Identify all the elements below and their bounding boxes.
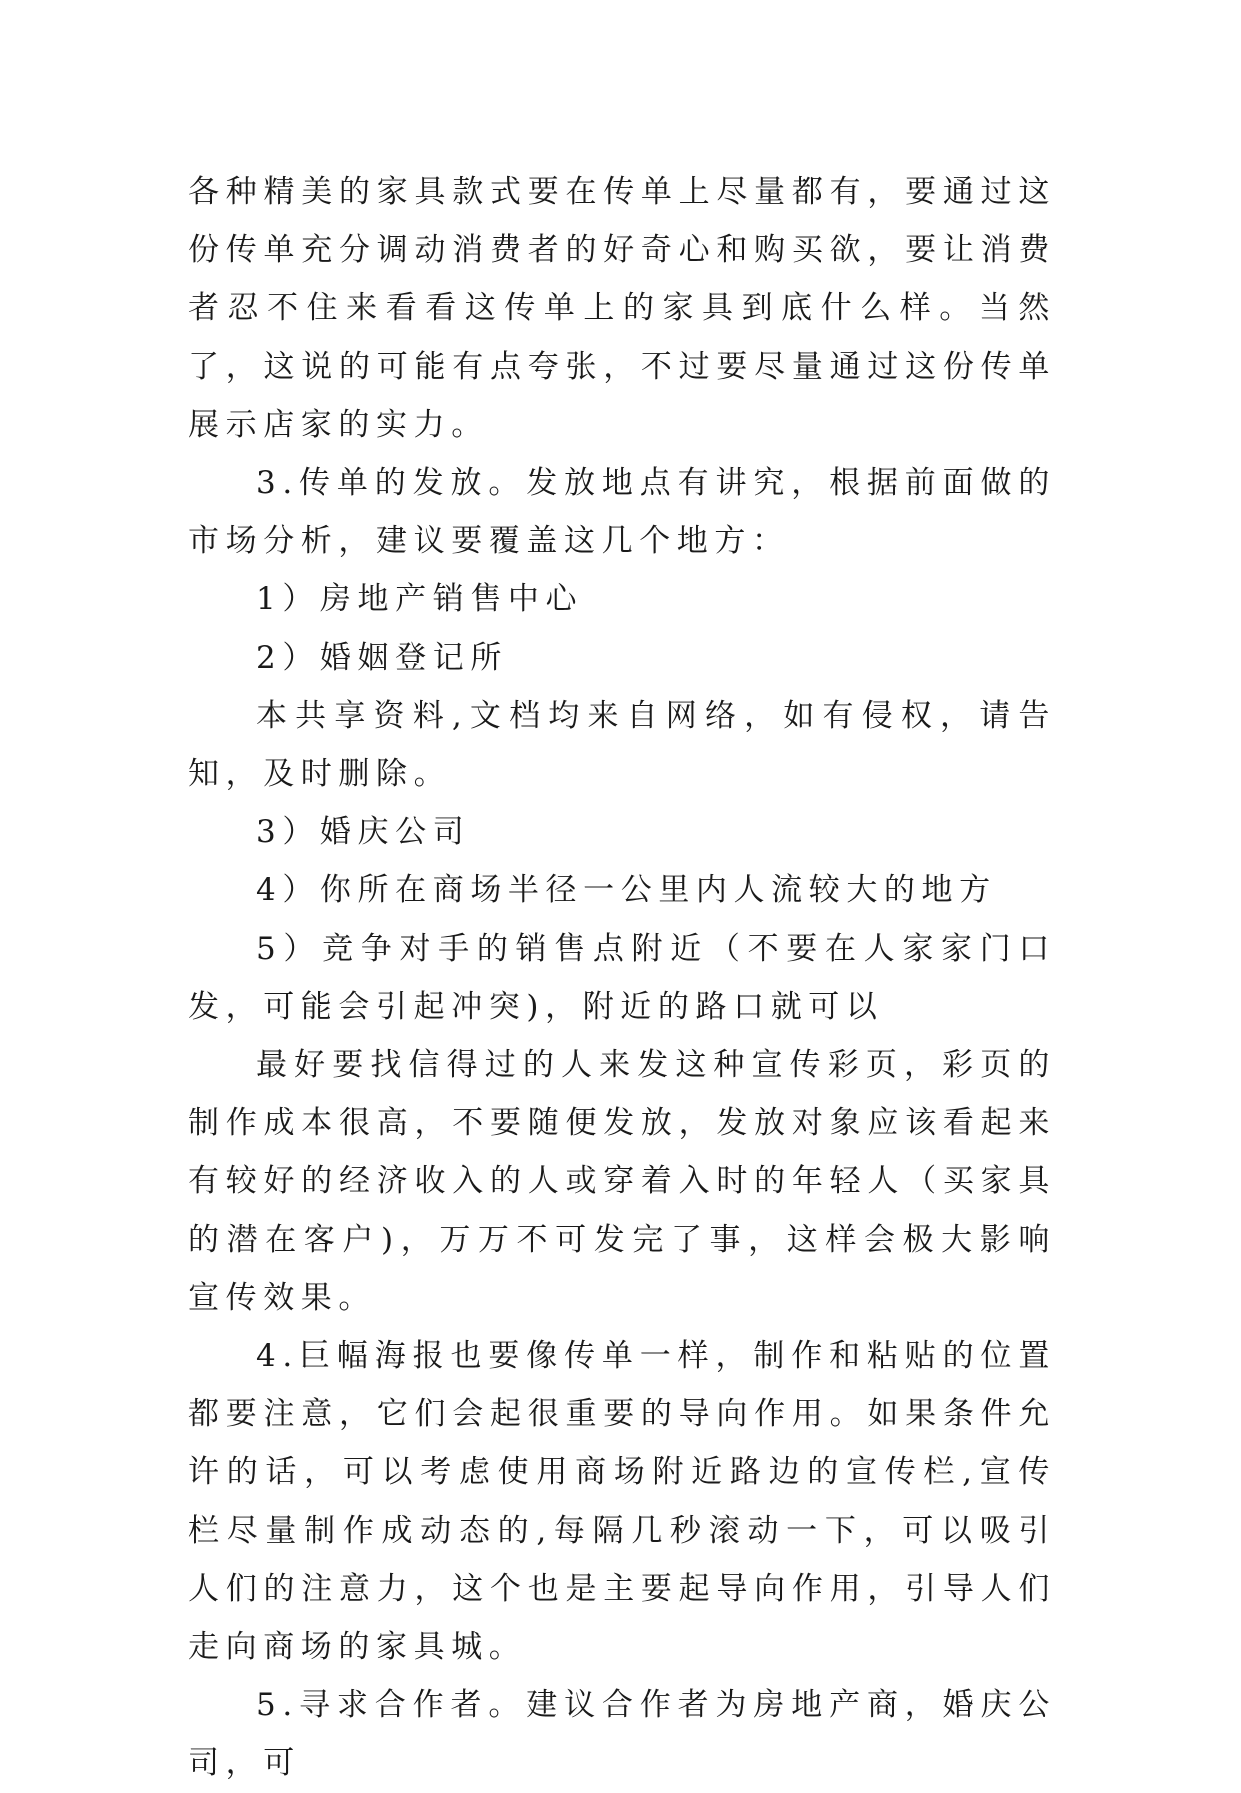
list-item-real-estate-center: 1）房地产销售中心 bbox=[256, 581, 584, 618]
paragraph-copyright-notice: 本共享资料,文档均来自网络，如有侵权，请告知，及时删除。 bbox=[188, 697, 1056, 793]
list-item-competitor-vicinity: 5）竞争对手的销售点附近（不要在人家家门口发，可能会引起冲突)，附近的路口就可以 bbox=[188, 930, 1056, 1025]
paragraph-flyer-distribution: 3.传单的发放。发放地点有讲究，根据前面做的市场分析，建议要覆盖这几个地方： bbox=[188, 465, 1056, 560]
paragraph-partners: 5.寻求合作者。建议合作者为房地产商，婚庆公司，可 bbox=[188, 1687, 1056, 1782]
list-item-wedding-company: 3）婚庆公司 bbox=[256, 814, 471, 851]
list-item-high-traffic-area: 4）你所在商场半径一公里内人流较大的地方 bbox=[256, 872, 997, 909]
paragraph-poster-advice: 4.巨幅海报也要像传单一样，制作和粘贴的位置都要注意，它们会起很重要的导向作用。如果条件允许的话，可以考虑使用商场附近路边的宣传栏,宣传栏尽量制作成动态的,每隔几秒滚动一下，可以吸引人们的注意力，这个也是主要起导向作用，引导人们走向商场的家具城。 bbox=[188, 1338, 1056, 1666]
document-page bbox=[188, 163, 1056, 1793]
paragraph-distributor-advice: 最好要找信得过的人来发这种宣传彩页，彩页的制作成本很高，不要随便发放，发放对象应该看起来有较好的经济收入的人或穿着入时的年轻人（买家具的潜在客户)，万万不可发完了事，这样会极大影响宣传效果。 bbox=[188, 1047, 1056, 1316]
paragraph-furniture-styles: 各种精美的家具款式要在传单上尽量都有，要通过这份传单充分调动消费者的好奇心和购买欲，要让消费者忍不住来看看这传单上的家具到底什么样。当然了，这说的可能有点夸张，不过要尽量通过这份传单展示店家的实力。 bbox=[188, 174, 1056, 443]
list-item-marriage-registry: 2）婚姻登记所 bbox=[256, 639, 508, 676]
